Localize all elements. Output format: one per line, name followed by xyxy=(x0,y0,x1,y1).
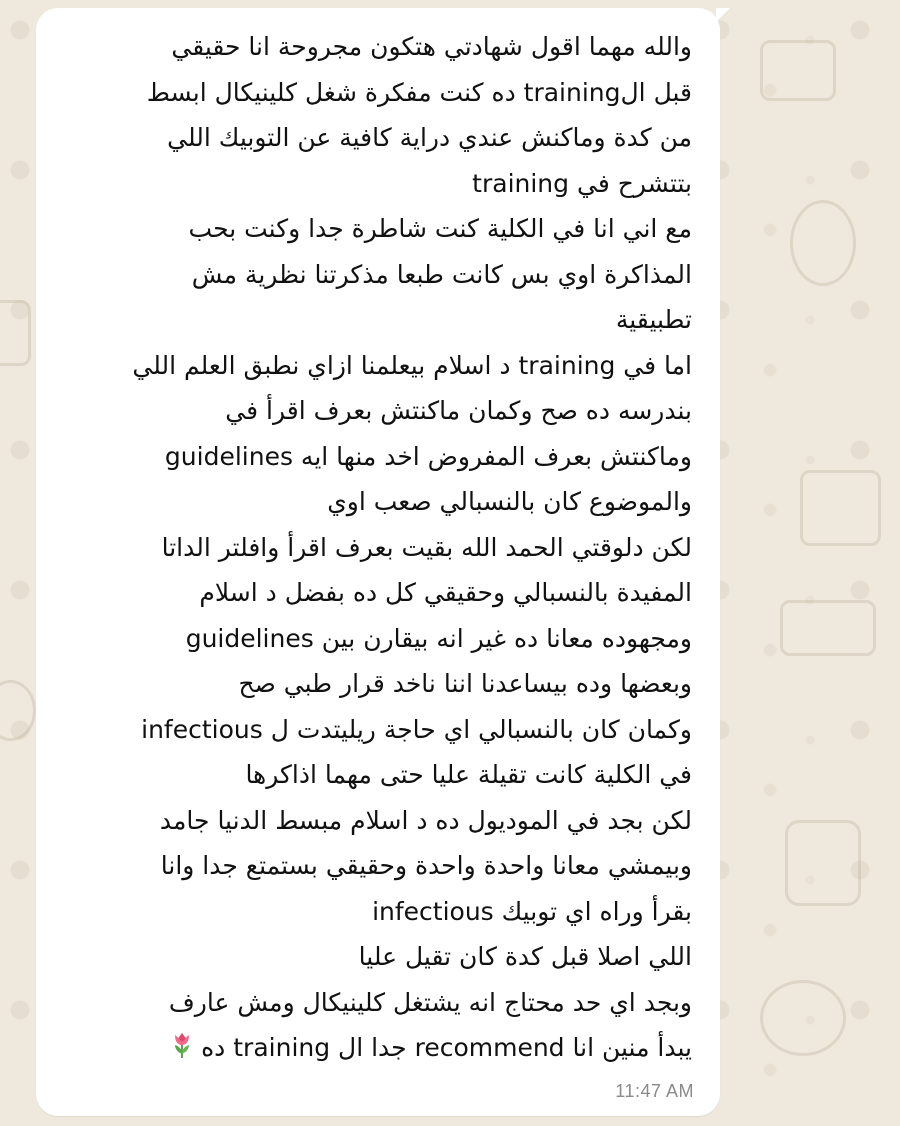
message-line: والله مهما اقول شهادتي هتكون مجروحة انا حقيقي xyxy=(171,32,692,61)
message-line: ومجهوده معانا ده غير انه بيقارن بين guidelines xyxy=(185,623,692,653)
message-line: من كدة وماكنش عندي دراية كافية عن التوبيك اللي xyxy=(167,123,692,152)
message-line: والموضوع كان بالنسبالي صعب اوي xyxy=(327,487,692,516)
message-line: في الكلية كانت تقيلة عليا حتى مهما اذاكرها xyxy=(245,760,692,789)
wallpaper-doodle xyxy=(800,470,881,546)
message-line: بندرسه ده صح وكمان ماكنتش بعرف اقرأ في xyxy=(225,396,692,425)
message-bubble[interactable] xyxy=(36,8,720,1116)
wallpaper-doodle xyxy=(780,600,876,656)
message-line: مع اني انا في الكلية كنت شاطرة جدا وكنت بحب xyxy=(188,214,692,243)
message-line: لكن بجد في الموديول ده د اسلام مبسط الدنيا جامد xyxy=(159,805,692,835)
message-line: بقرأ وراه اي توبيك infectious xyxy=(372,896,692,926)
message-line: بتتشرح في training xyxy=(472,168,692,198)
message-line: وبعضها وده بيساعدنا اننا ناخد قرار طبي صح xyxy=(238,669,692,698)
message-timestamp: 11:47 AM xyxy=(615,1081,694,1101)
message-line: قبل الtraining ده كنت مفكرة شغل كلينيكال ابسط xyxy=(146,77,692,107)
wallpaper-doodle xyxy=(0,300,31,366)
message-line: وكمان كان بالنسبالي اي حاجة ريليتدت ل infectious xyxy=(141,714,692,744)
wallpaper-doodle xyxy=(760,40,836,101)
wallpaper-doodle xyxy=(760,980,846,1056)
message-line: وبيمشي معانا واحدة واحدة وحقيقي بستمتع جدا وانا xyxy=(160,851,692,880)
tulip-icon xyxy=(167,1030,197,1060)
message-line-last xyxy=(52,1025,692,1071)
message-line: اما في training د اسلام بيعلمنا ازاي نطبق العلم اللي xyxy=(132,350,692,380)
message-line: guidelines وماكنتش بعرف المفروض اخد منها ايه xyxy=(164,441,692,471)
message-line: لكن دلوقتي الحمد الله بقيت بعرف اقرأ وافلتر الداتا xyxy=(161,532,692,562)
wallpaper-doodle xyxy=(790,200,856,286)
message-line: اللي اصلا قبل كدة كان تقيل عليا xyxy=(358,942,692,971)
wallpaper-doodle xyxy=(0,680,36,741)
message-text xyxy=(52,24,692,1071)
wallpaper-doodle xyxy=(785,820,861,906)
message-line: المفيدة بالنسبالي وحقيقي كل ده بفضل د اسلام xyxy=(199,578,692,607)
message-line: وبجد اي حد محتاج انه يشتغل كلينيكال ومش عارف xyxy=(168,987,692,1017)
message-line: المذاكرة اوي بس كانت طبعا مذكرتنا نظرية مش xyxy=(191,259,692,289)
message-line: تطبيقية xyxy=(615,305,692,334)
message-line: يبدأ منين انا recommend جدا ال training ده xyxy=(201,1033,692,1062)
